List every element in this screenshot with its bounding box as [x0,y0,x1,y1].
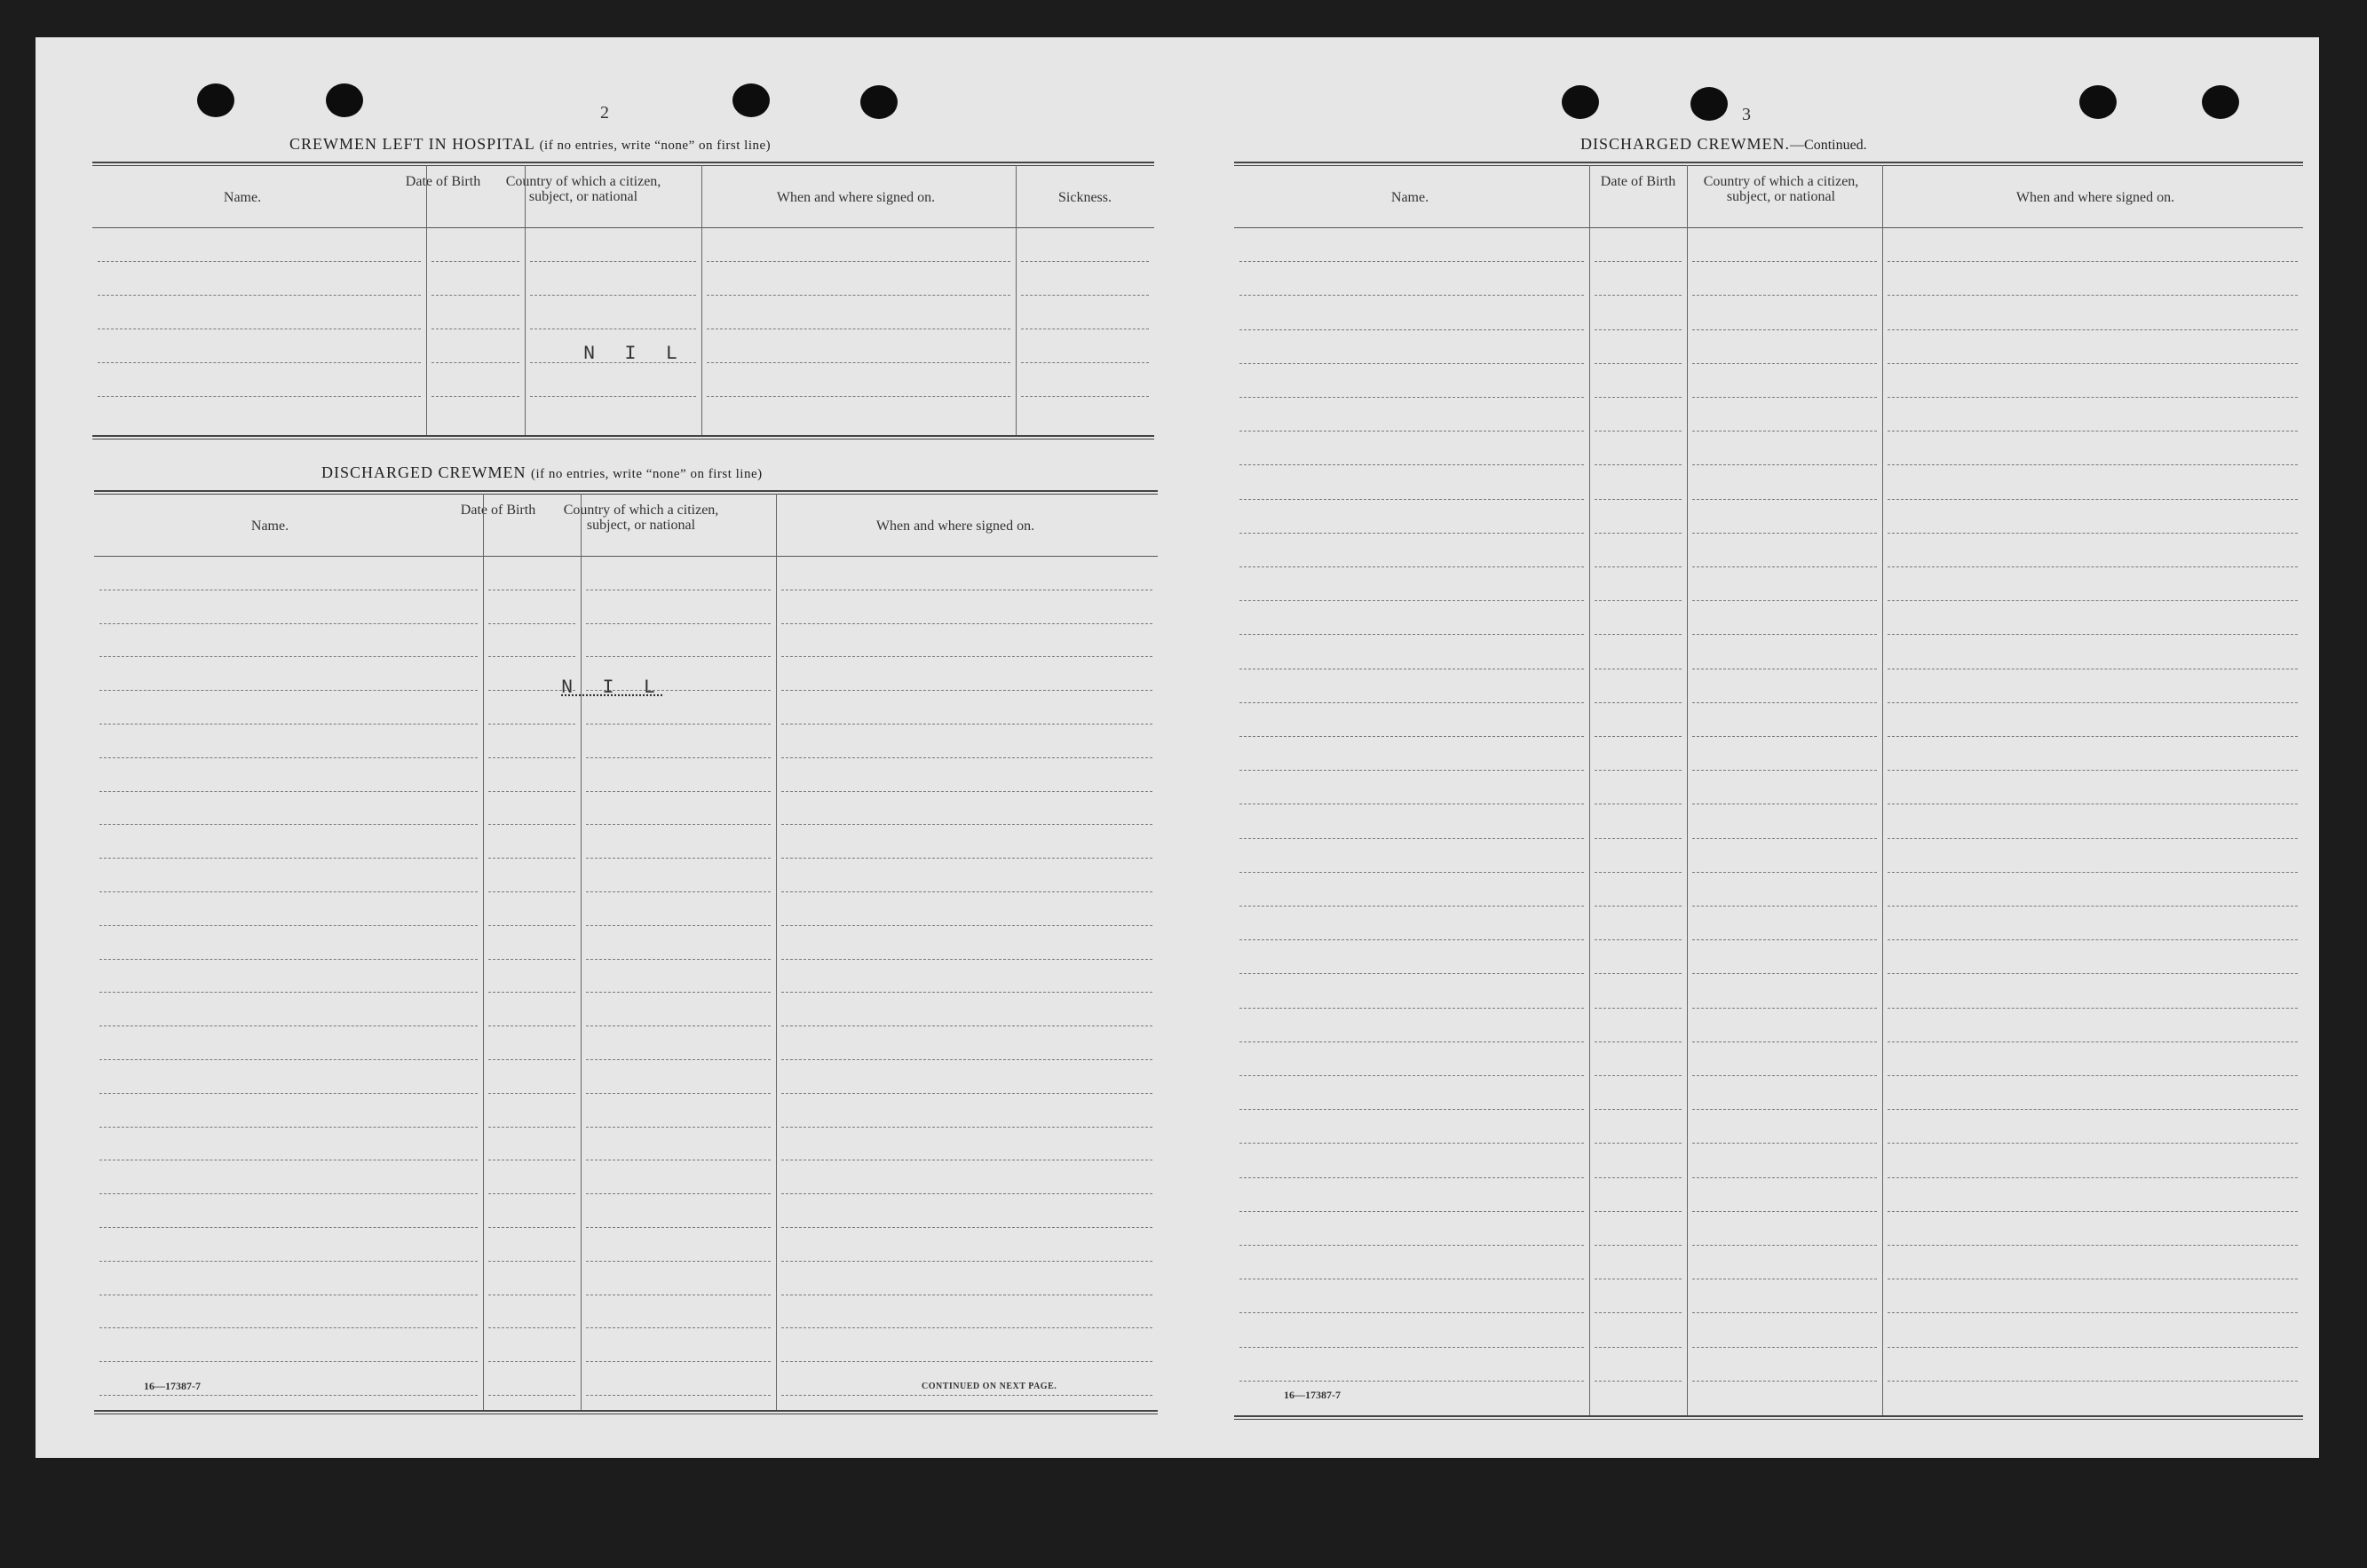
hospital-section-title [289,135,771,154]
entry-line [1888,329,2298,330]
entry-line [98,295,421,296]
entry-line [586,1093,771,1094]
entry-line [1239,1041,1584,1042]
entry-line [1888,770,2298,771]
entry-line [707,295,1010,296]
entry-line [1692,1381,1877,1382]
entry-line [1595,499,1682,500]
entry-line [99,959,478,960]
entry-line [1888,1245,2298,1246]
entry-line [1888,1008,2298,1009]
column-divider [1589,165,1590,1415]
entry-line [1692,770,1877,771]
entry-line [1888,906,2298,907]
table-top-rule [1234,162,2303,166]
column-header-signed-on: When and where signed on. [776,189,936,205]
entry-line [1888,1075,2298,1076]
column-divider [483,494,484,1410]
column-divider [1016,165,1017,435]
entry-line [1595,431,1682,432]
entry-line [99,992,478,993]
entry-line [781,1193,1152,1194]
column-header-name: Name. [1390,189,1429,205]
discharged-section-title [321,463,763,482]
entry-line [1239,1008,1584,1009]
entry-line [1595,397,1682,398]
column-header-signed-on: When and where signed on. [875,518,1035,534]
entry-line [781,925,1152,926]
column-divider [1687,165,1688,1415]
column-divider [776,494,777,1410]
entry-line [1692,702,1877,703]
entry-line [1595,906,1682,907]
entry-line [1595,702,1682,703]
entry-line [1595,566,1682,567]
form-code-left: 16—17387-7 [144,1380,201,1392]
entry-line [99,1327,478,1328]
entry-line [1888,634,2298,635]
entry-line [1692,973,1877,974]
entry-line [586,1059,771,1060]
entry-line [488,858,575,859]
column-header-country: Country of which a citizen, subject, or national [1703,174,1859,204]
entry-line [781,1261,1152,1262]
entry-line [530,396,696,397]
entry-line [1239,634,1584,635]
column-header-signed-on: When and where signed on. [2015,189,2175,205]
entry-line [1595,1075,1682,1076]
entry-line [586,1127,771,1128]
entry-line [1888,1211,2298,1212]
entry-line [1595,1381,1682,1382]
entry-line [488,1127,575,1128]
entry-line [781,690,1152,691]
entry-line [1888,736,2298,737]
punch-hole [197,83,234,117]
entry-line [1239,1312,1584,1313]
entry-line [1239,329,1584,330]
entry-line [781,1227,1152,1228]
entry-line [1239,939,1584,940]
entry-line [1692,363,1877,364]
entry-line [488,1059,575,1060]
entry-line [1239,1109,1584,1110]
entry-line [488,1093,575,1094]
entry-line [99,690,478,691]
entry-line [1239,872,1584,873]
column-header-date-of-birth: Date of Birth [460,503,536,518]
entry-line [1692,939,1877,940]
punch-hole [2079,85,2117,119]
entry-line [99,858,478,859]
entry-line [1692,1008,1877,1009]
entry-line [1888,600,2298,601]
entry-line [99,824,478,825]
entry-line [586,757,771,758]
entry-line [586,1361,771,1362]
entry-line [1888,702,2298,703]
entry-line [781,992,1152,993]
column-divider [581,494,582,1410]
entry-line [586,1327,771,1328]
entry-line [99,791,478,792]
entry-line [1595,1245,1682,1246]
entry-line [1239,295,1584,296]
entry-line [781,724,1152,725]
entry-line [99,1361,478,1362]
entry-line [488,824,575,825]
entry-line [431,396,519,397]
entry-line [1692,1109,1877,1110]
page-number-right: 3 [1742,105,1751,124]
entry-line [488,891,575,892]
hospital-title-text: CREWMEN LEFT IN HOSPITAL [289,135,535,153]
entry-line [1595,1177,1682,1178]
entry-line [99,1227,478,1228]
column-header-name: Name. [250,518,289,534]
entry-line [488,1193,575,1194]
entry-line [586,858,771,859]
discharged-table-right [1234,162,2303,1422]
entry-line [98,396,421,397]
entry-line [1888,1041,2298,1042]
entry-line [1595,736,1682,737]
entry-line [1595,1008,1682,1009]
punch-hole [2202,85,2239,119]
column-divider [701,165,702,435]
continued-note: CONTINUED ON NEXT PAGE. [922,1382,1057,1391]
entry-line [586,1395,771,1396]
entry-line [781,1127,1152,1128]
entry-line [1888,363,2298,364]
entry-line [1888,838,2298,839]
entry-line [1239,838,1584,839]
entry-line [1692,499,1877,500]
continued-suffix: —Continued. [1790,138,1867,153]
entry-line [586,959,771,960]
entry-line [1021,362,1149,363]
entry-line [1888,1312,2298,1313]
header-underline [94,556,1158,557]
entry-line [1692,431,1877,432]
entry-line [586,992,771,993]
entry-line [99,1193,478,1194]
entry-line [707,396,1010,397]
column-header-name: Name. [223,189,262,205]
entry-line [1595,295,1682,296]
entry-line [488,757,575,758]
entry-line [1595,363,1682,364]
entry-line [1692,533,1877,534]
entry-line [781,824,1152,825]
entry-line [488,623,575,624]
entry-line [99,757,478,758]
entry-line [1692,1075,1877,1076]
entry-line [1595,973,1682,974]
entry-line [1595,1347,1682,1348]
entry-line [1888,973,2298,974]
column-header-date-of-birth: Date of Birth [1600,174,1676,189]
page-number-left: 2 [600,103,609,123]
entry-line [1239,600,1584,601]
discharged-title-text: DISCHARGED CREWMEN [321,463,526,481]
entry-line [1692,1041,1877,1042]
hospital-table [92,162,1154,442]
entry-line [431,261,519,262]
header-underline [1234,227,2303,228]
entry-line [488,1327,575,1328]
entry-line [781,757,1152,758]
discharged-continued-text: DISCHARGED CREWMEN. [1580,135,1791,153]
entry-line [99,1127,478,1128]
entry-line [1888,1143,2298,1144]
entry-line [1595,1143,1682,1144]
entry-line [1595,770,1682,771]
entry-line [1239,702,1584,703]
entry-line [1239,1143,1584,1144]
entry-line [781,1395,1152,1396]
entry-line [1239,397,1584,398]
entry-line [781,1327,1152,1328]
entry-line [1595,1109,1682,1110]
entry-line [1595,329,1682,330]
entry-line [586,1261,771,1262]
column-header-country: Country of which a citizen, subject, or national [505,174,661,204]
entry-line [586,1227,771,1228]
form-code-right: 16—17387-7 [1284,1389,1341,1401]
entry-line [488,1227,575,1228]
table-header [94,501,1158,550]
entry-line [781,1059,1152,1060]
entry-line [1595,838,1682,839]
entry-line [1888,499,2298,500]
entry-line [1692,634,1877,635]
entry-line [1692,1347,1877,1348]
entry-line [488,992,575,993]
entry-line [99,1395,478,1396]
entry-line [488,1395,575,1396]
entry-line [99,1093,478,1094]
entry-line [99,656,478,657]
entry-line [1239,1245,1584,1246]
entry-line [1595,600,1682,601]
discharged-instruction: (if no entries, write “none” on first line) [531,467,763,481]
entry-line [431,362,519,363]
entry-line [781,891,1152,892]
entry-line [99,891,478,892]
entry-line [1888,566,2298,567]
entry-line [1888,431,2298,432]
entry-line [1239,431,1584,432]
entry-line [586,623,771,624]
entry-line [1692,1177,1877,1178]
entry-line [1692,736,1877,737]
entry-line [488,1261,575,1262]
entry-line [1692,872,1877,873]
entry-line [1888,1177,2298,1178]
entry-line [781,623,1152,624]
entry-line [431,295,519,296]
entry-line [1239,973,1584,974]
entry-line [1239,770,1584,771]
discharged-continued-title [1580,135,1867,154]
entry-line [1692,600,1877,601]
entry-line [1692,1312,1877,1313]
entry-line [1888,261,2298,262]
punch-hole [732,83,770,117]
entry-line [1595,1041,1682,1042]
entry-line [1239,464,1584,465]
entry-line [1888,464,2298,465]
entry-line [1239,1075,1584,1076]
entry-line [1239,533,1584,534]
entry-line [781,959,1152,960]
punch-hole [860,85,898,119]
entry-line [488,959,575,960]
table-header [1234,172,2303,222]
entry-line [781,1361,1152,1362]
entry-line [1595,261,1682,262]
entry-line [1692,838,1877,839]
entry-line [1239,736,1584,737]
entry-line [1692,906,1877,907]
entry-line [781,1093,1152,1094]
entry-line [1239,363,1584,364]
entry-line [586,791,771,792]
entry-line [586,1193,771,1194]
discharged-table-left [94,490,1158,1417]
entry-line [1239,1177,1584,1178]
table-bottom-rule [94,1410,1158,1414]
entry-line [1888,397,2298,398]
entry-line [1888,1347,2298,1348]
header-underline [92,227,1154,228]
entry-line [1239,499,1584,500]
entry-line [1021,295,1149,296]
entry-line [488,791,575,792]
punch-hole [1690,87,1728,121]
entry-line [98,261,421,262]
entry-line [781,791,1152,792]
column-divider [426,165,427,435]
entry-line [1888,295,2298,296]
entry-line [530,261,696,262]
entry-line [586,824,771,825]
entry-line [1239,1211,1584,1212]
entry-line [1595,1211,1682,1212]
entry-line [1239,906,1584,907]
entry-line [1595,533,1682,534]
punch-hole [326,83,363,117]
entry-line [586,656,771,657]
entry-line [1692,464,1877,465]
entry-line [1692,397,1877,398]
entry-line [1692,566,1877,567]
entry-line [781,656,1152,657]
entry-line [1692,1143,1877,1144]
table-header [92,172,1154,222]
column-header-sickness: Sickness. [1058,189,1112,205]
entry-line [488,656,575,657]
table-bottom-rule [92,435,1154,440]
entry-line [99,623,478,624]
punch-hole [1562,85,1599,119]
entry-line [1888,872,2298,873]
entry-line [98,362,421,363]
entry-line [488,724,575,725]
table-top-rule [94,490,1158,495]
entry-line [707,261,1010,262]
entry-line [1021,261,1149,262]
column-header-date-of-birth: Date of Birth [405,174,481,189]
entry-line [1595,1312,1682,1313]
entry-line [488,1361,575,1362]
entry-line [99,1261,478,1262]
entry-line [1021,396,1149,397]
entry-line [99,724,478,725]
entry-line [586,891,771,892]
entry-line [1595,464,1682,465]
table-top-rule [92,162,1154,166]
entry-line [1239,1347,1584,1348]
hospital-instruction: (if no entries, write “none” on first line) [539,139,772,153]
entry-line [586,724,771,725]
entry-line [1692,329,1877,330]
entry-line [1595,939,1682,940]
entry-line [99,925,478,926]
entry-line [1888,1381,2298,1382]
entry-line [1692,261,1877,262]
column-divider [525,165,526,435]
entry-line [1888,533,2298,534]
column-header-country: Country of which a citizen, subject, or national [563,503,719,533]
entry-line [1888,1109,2298,1110]
hospital-nil-entry: N I L [583,343,687,365]
entry-line [1239,566,1584,567]
entry-line [530,295,696,296]
entry-line [707,362,1010,363]
entry-line [1239,1381,1584,1382]
table-bottom-rule [1234,1415,2303,1420]
entry-line [488,925,575,926]
entry-line [1692,1211,1877,1212]
column-divider [1882,165,1883,1415]
document-sheet [36,37,2319,1458]
entry-line [99,1059,478,1060]
entry-line [1239,261,1584,262]
entry-line [1692,295,1877,296]
entry-line [1692,1245,1877,1246]
entry-line [1595,872,1682,873]
entry-line [1888,939,2298,940]
discharged-nil-entry: N I L [561,677,665,699]
entry-line [781,858,1152,859]
entry-line [1595,634,1682,635]
entry-line [586,925,771,926]
